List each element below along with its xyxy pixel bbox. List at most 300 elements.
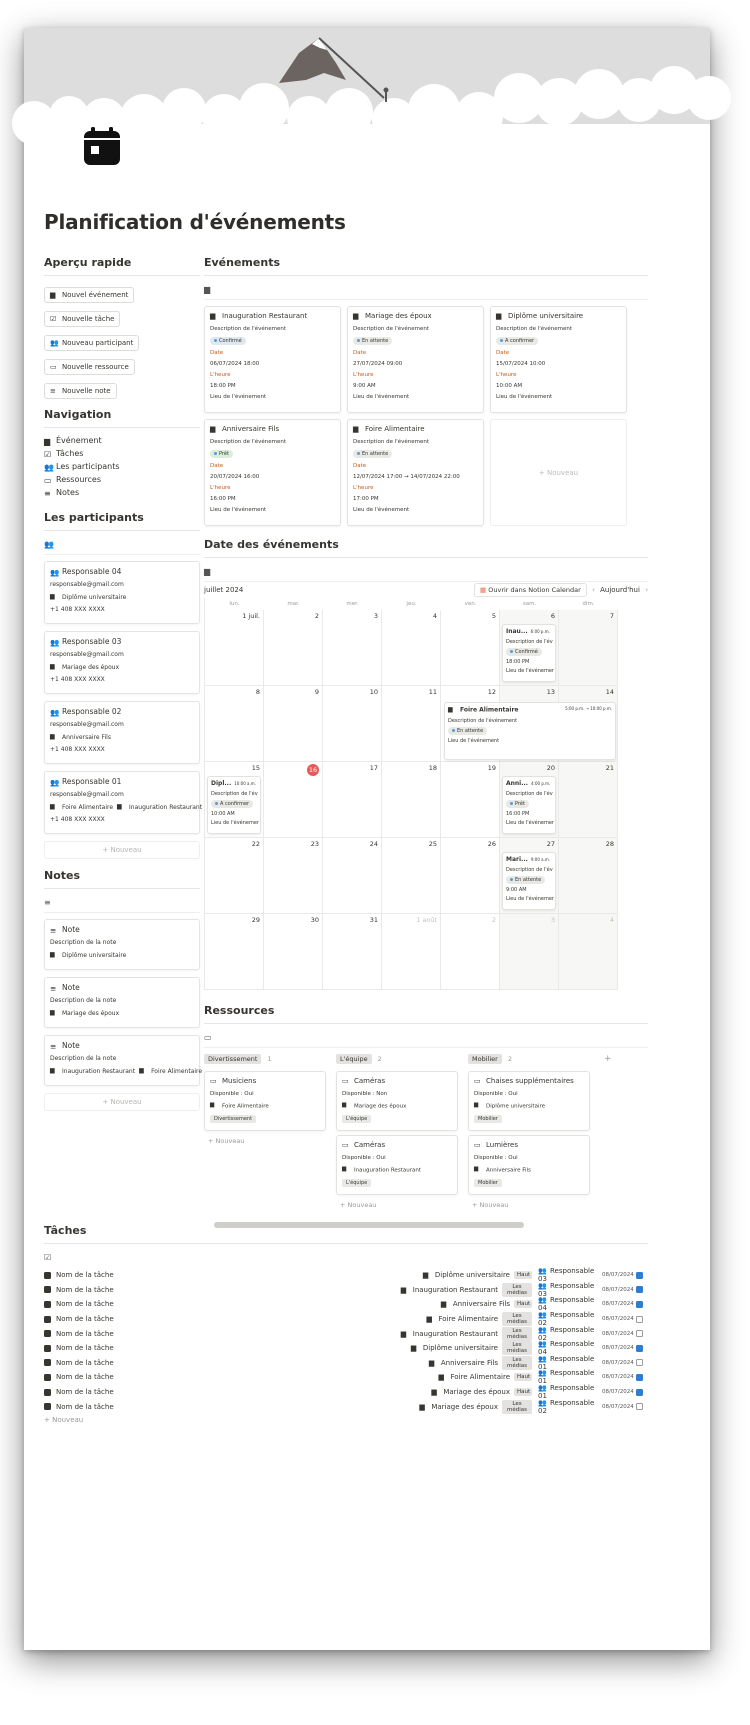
participant-card[interactable] [44,561,200,624]
note-description: Description de la note [50,939,117,946]
calendar-icon: ▆ [342,1166,347,1172]
task-event-link[interactable]: Anniversaire Fils [440,1358,498,1367]
event-date: 20/07/2024 16:00 [210,474,260,480]
weekday-label: ven. [464,601,477,607]
calendar-day[interactable] [323,914,382,990]
today-button[interactable]: Aujourd'hui [600,586,640,594]
cover-illustration [24,28,710,148]
resource-card[interactable] [468,1135,590,1195]
done-checkbox[interactable] [636,1345,643,1352]
task-row[interactable] [44,1385,648,1400]
participant-card[interactable] [44,701,200,764]
task-name [44,1271,423,1279]
note-title [50,983,194,992]
checkbox-icon: ☑ [44,1253,52,1262]
calendar-day[interactable] [559,610,618,686]
resource-tag-row [342,1115,452,1123]
participant-events [50,663,194,671]
status-badge [506,648,542,656]
checkbox-icon [44,1316,51,1323]
calendar-event[interactable] [502,776,556,834]
status-badge [211,800,253,808]
people-icon: 👥 [50,339,59,347]
resource-card[interactable] [468,1071,590,1131]
day-number: 29 [251,916,260,924]
group-count: 2 [377,1055,382,1063]
calendar-day[interactable] [264,610,323,686]
new-note-row[interactable]: + Nouveau [44,1093,200,1111]
participant-event-link[interactable]: Diplôme universitaire [62,593,127,601]
done-checkbox[interactable] [636,1286,643,1293]
resource-event [474,1166,584,1174]
calendar-day[interactable] [382,914,441,990]
hour-label: L'heure [496,372,517,378]
done-checkbox[interactable] [636,1272,643,1279]
task-event-link[interactable]: Mariage des époux [431,1402,498,1411]
resource-event-link[interactable]: Diplôme universitaire [486,1103,546,1110]
group-count: 2 [507,1055,512,1063]
task-name-text: Nom de la tâche [56,1329,114,1338]
day-number: 27 [546,840,555,848]
done-checkbox[interactable] [636,1389,643,1396]
event-title [210,425,335,433]
calendar-event-title [211,780,257,787]
resource-availability: Disponible : Oui [474,1091,518,1097]
date-label: Date [210,350,224,356]
next-month-icon[interactable]: › [645,586,648,594]
day-number: 13 [546,688,555,696]
task-responsible-link[interactable]: Responsable 02 [538,1398,595,1415]
calendar-day[interactable] [382,762,441,838]
calendar-event-multiday[interactable] [444,702,616,760]
resource-event-link[interactable]: Inauguration Restaurant [354,1167,421,1174]
priority-tag: Les médias [502,1356,532,1370]
calendar-event-place: Lieu de l'événemer [506,896,554,902]
done-checkbox[interactable] [636,1403,643,1410]
calendar-event-hour: 10:00 AM [211,811,235,817]
note-title-text: Note [62,983,80,992]
calendar-event-name: Foire Alimentaire [460,706,519,714]
people-icon: 👥 [538,1296,547,1305]
calendar-day[interactable] [559,914,618,990]
resource-tag: L'équipe [342,1115,371,1123]
resource-event-link[interactable]: Mariage des époux [354,1103,407,1110]
calendar-icon: ▆ [410,1344,417,1353]
task-responsible-link[interactable]: Responsable 03 [538,1267,595,1284]
participant-name [50,707,194,716]
calendar-icon: ▆ [50,803,55,810]
note-event-link[interactable]: Mariage des époux [62,1009,120,1017]
weekday-label: lun. [229,601,240,607]
calendar-icon: ▆ [210,425,216,433]
event-title [353,312,478,320]
today-marker: 16 [308,766,318,774]
resource-event-link[interactable]: Foire Alimentaire [222,1103,269,1110]
calendar-day[interactable] [559,838,618,914]
status-badge [210,450,233,458]
event-card[interactable] [347,306,484,413]
resource-event [210,1102,320,1110]
calendar-icon: ▆ [428,1358,435,1367]
task-responsible-link[interactable]: Responsable 02 [538,1325,595,1342]
done-checkbox[interactable] [636,1359,643,1366]
task-event-link[interactable]: Foire Alimentaire [450,1373,510,1382]
calendar-icon[interactable] [80,125,124,169]
priority-tag: Les médias [502,1400,532,1414]
calendar-event-time: 6:00 p.m. [530,629,550,634]
participant-email: responsable@gmail.com [50,581,124,588]
prev-month-icon[interactable]: ‹ [592,586,595,594]
participant-email: responsable@gmail.com [50,651,124,658]
note-icon: ≡ [50,984,57,993]
resource-group-header [204,1054,326,1066]
event-description: Description de l'événement [496,326,573,332]
open-notion-calendar-button[interactable]: ▦ Ouvrir dans Notion Calendar [474,583,587,597]
participant-events [50,803,203,811]
task-responsible [538,1282,598,1298]
resource-event-link[interactable]: Anniversaire Fils [486,1167,531,1174]
calendar-event-status [448,727,612,735]
new-resource-row[interactable]: + Nouveau [472,1201,509,1209]
participant-phone: +1 408 XXX XXXX [50,746,105,753]
calendar-icon: ▆ [474,1166,479,1172]
priority-tag: Haut [514,1271,532,1279]
day-number: 5 [491,612,496,620]
day-number: 19 [487,764,496,772]
event-card[interactable] [204,419,341,526]
day-number: 6 [550,612,555,620]
note-title-text: Note [62,1041,80,1050]
task-event-link[interactable]: Foire Alimentaire [438,1315,498,1324]
task-row[interactable] [44,1341,648,1356]
calendar-day[interactable] [500,838,559,914]
new-note-button[interactable]: ≡ Nouvelle note [44,383,117,399]
task-responsible [538,1384,598,1400]
calendar-day[interactable] [500,610,559,686]
task-row[interactable] [44,1312,648,1327]
calendar-day[interactable] [205,838,264,914]
task-name-text: Nom de la tâche [56,1271,114,1280]
calendar-heading: Date des événements [204,538,648,558]
priority-tag: Haut [514,1373,532,1381]
resource-title [342,1141,452,1149]
note-icon: ≡ [50,387,56,395]
add-group-icon[interactable]: + [604,1054,612,1064]
participant-event-link[interactable]: Anniversaire Fils [62,733,111,741]
calendar-icon: ▆ [474,1102,479,1108]
camera-icon: ▭ [474,1077,481,1085]
new-participant-button[interactable]: 👥 Nouveau participant [44,335,139,351]
task-event-link[interactable]: Inauguration Restaurant [412,1285,498,1294]
task-event-link[interactable]: Inauguration Restaurant [412,1329,498,1338]
note-icon: ≡ [50,1042,57,1051]
nav-item-taches[interactable]: ☑ Tâches [44,449,84,459]
day-number: 26 [487,840,496,848]
calendar-event-place: Lieu de l'événement [448,738,500,744]
resource-availability: Disponible : Oui [342,1155,386,1161]
task-row[interactable] [44,1399,648,1414]
calendar-icon: ▆ [50,291,56,299]
participant-event-link[interactable]: Foire Alimentaire [62,803,114,811]
participants-heading: Les participants [44,511,200,531]
task-responsible-link[interactable]: Responsable 01 [538,1369,595,1386]
calendar-month: juillet 2024 [204,586,244,594]
task-event [429,1359,498,1367]
calendar-event[interactable] [502,852,556,910]
people-icon: 👥 [538,1398,547,1407]
task-row[interactable] [44,1370,648,1385]
people-icon: 👥 [50,778,60,787]
event-hour: 17:00 PM [353,496,379,502]
task-row[interactable] [44,1297,648,1312]
participant-name [50,777,194,786]
task-date: 08/07/2024 [602,1403,634,1410]
new-resource-button[interactable]: ▭ Nouvelle ressource [44,359,135,375]
weekday-label: mar. [287,601,300,607]
calendar-day[interactable] [441,838,500,914]
people-icon: 👥 [538,1369,547,1378]
calendar-day[interactable] [559,762,618,838]
calendar-day[interactable] [323,762,382,838]
resource-group [468,1054,590,1211]
event-status-row [353,450,478,458]
note-events [50,951,194,959]
task-responsible-link[interactable]: Responsable 01 [538,1384,595,1401]
task-name [44,1344,411,1352]
task-responsible-link[interactable]: Responsable 03 [538,1281,595,1298]
task-event [401,1330,498,1338]
note-title [50,1041,194,1050]
day-number: 4 [432,612,437,620]
event-card[interactable] [347,419,484,526]
camera-icon: ▭ [342,1077,349,1085]
calendar-day[interactable] [205,762,264,838]
note-event-link[interactable]: Diplôme universitaire [62,951,127,959]
task-responsible-link[interactable]: Responsable 04 [538,1296,595,1313]
priority-tag: Haut [514,1388,532,1396]
group-tag: Divertissement [204,1054,261,1064]
resource-tag-row [210,1115,320,1123]
note-event-link[interactable]: Foire Alimentaire [151,1067,203,1075]
note-card[interactable] [44,977,200,1028]
event-card[interactable] [204,306,341,413]
event-title-text: Inauguration Restaurant [222,312,308,320]
calendar-day[interactable] [264,686,323,762]
event-hour: 9:00 AM [353,383,376,389]
event-date: 27/07/2024 09:00 [353,361,403,367]
task-event [426,1315,498,1323]
calendar-event[interactable] [502,624,556,682]
status-dot [215,802,218,805]
event-description: Description de l'événement [210,439,287,445]
task-name-text: Nom de la tâche [56,1358,114,1367]
camera-icon: ▭ [474,1141,481,1149]
new-event-card[interactable]: + Nouveau [490,419,627,526]
calendar-event-title [448,706,612,714]
note-card[interactable] [44,919,200,970]
hour-label: L'heure [210,485,231,491]
calendar-day[interactable] [264,838,323,914]
participant-phone: +1 408 XXX XXXX [50,676,105,683]
done-checkbox[interactable] [636,1316,643,1323]
participant-event-link[interactable]: Inauguration Restaurant [129,803,203,811]
resource-board [204,1054,648,1211]
note-icon: ≡ [44,488,51,498]
priority-tag: Les médias [502,1327,532,1341]
calendar-day[interactable] [264,914,323,990]
calendar-event-name: Inau... [506,628,528,635]
calendar-icon: ▆ [50,1067,55,1074]
done-checkbox[interactable] [636,1330,643,1337]
calendar-day[interactable] [323,838,382,914]
calendar-day[interactable] [323,610,382,686]
notion-page [24,28,710,1650]
event-title [353,425,478,433]
task-event-link[interactable]: Diplôme universitaire [422,1344,498,1353]
task-name [44,1286,401,1294]
status-dot [214,452,217,455]
event-place: Lieu de l'événement [353,394,410,400]
calendar-day[interactable] [382,838,441,914]
resource-event [342,1102,452,1110]
day-number: 24 [369,840,378,848]
task-date: 08/07/2024 [602,1316,634,1323]
task-row[interactable] [44,1268,648,1283]
event-description: Description de l'événement [353,439,430,445]
new-resource-row[interactable]: + Nouveau [340,1201,377,1209]
resource-card[interactable] [204,1071,326,1131]
calendar-event-name: Anni... [506,780,529,787]
resource-card[interactable] [336,1135,458,1195]
calendar-day[interactable] [205,914,264,990]
event-hour: 16:00 PM [210,496,236,502]
calendar-day[interactable] [205,686,264,762]
note-card[interactable] [44,1035,203,1086]
task-responsible-link[interactable]: Responsable 01 [538,1354,595,1371]
task-event-link[interactable]: Mariage des époux [443,1388,510,1397]
task-row[interactable] [44,1283,648,1298]
task-row[interactable] [44,1326,648,1341]
new-participant-row[interactable]: + Nouveau [44,841,200,859]
new-resource-row[interactable]: + Nouveau [208,1137,245,1145]
event-date: 15/07/2024 10:00 [496,361,546,367]
event-gallery [204,306,648,526]
participant-email: responsable@gmail.com [50,721,124,728]
people-icon: 👥 [538,1340,547,1349]
task-date: 08/07/2024 [602,1374,634,1381]
calendar-icon: ▆ [448,706,453,713]
calendar-event-time: 9:00 a.m. [530,857,551,862]
event-card[interactable] [490,306,627,413]
task-responsible [538,1369,598,1385]
resource-tag-row [342,1179,452,1187]
task-date: 08/07/2024 [602,1330,634,1337]
people-icon: 👥 [538,1281,547,1290]
calendar-day[interactable] [382,610,441,686]
checkbox-icon [44,1374,51,1381]
calendar-week [205,838,618,914]
calendar-day[interactable] [205,610,264,686]
resource-title [342,1077,452,1085]
people-icon: 👥 [538,1267,547,1276]
left-column [44,256,203,1121]
calendar-day[interactable] [500,762,559,838]
date-label: Date [353,463,367,469]
participant-email: responsable@gmail.com [50,791,124,798]
calendar-icon: ▆ [139,1067,144,1074]
camera-icon: ▭ [44,475,52,485]
status-text: En attente [362,451,389,457]
calendar-day[interactable] [382,686,441,762]
event-place: Lieu de l'événement [210,394,267,400]
day-number: 3 [373,612,378,620]
task-event-link[interactable]: Anniversaire Fils [452,1300,510,1309]
camera-icon: ▭ [342,1141,349,1149]
people-icon: 👥 [538,1384,547,1393]
date-label: Date [496,350,510,356]
done-checkbox[interactable] [636,1301,643,1308]
calendar-day[interactable] [264,762,323,838]
resource-card[interactable] [336,1071,458,1131]
nav-item-ressources[interactable]: ▭ Ressources [44,475,102,485]
event-status-row [210,450,335,458]
status-badge [353,450,392,458]
new-task-button[interactable]: ☑ Nouvelle tâche [44,311,120,327]
note-event-link[interactable]: Inauguration Restaurant [62,1067,136,1075]
calendar-day[interactable] [323,686,382,762]
status-text: Confirmé [515,649,538,655]
participant-event-link[interactable]: Mariage des époux [62,663,120,671]
task-row[interactable] [44,1356,648,1371]
task-name-text: Nom de la tâche [56,1388,114,1397]
participant-events [50,733,194,741]
event-title-text: Diplôme universitaire [508,312,584,320]
nav-item-evenement[interactable]: ▆ Événement [44,436,102,446]
participant-card[interactable] [44,771,203,834]
checkbox-icon [44,1389,51,1396]
calendar-day[interactable] [441,610,500,686]
nav-item-participants[interactable]: 👥 Les participants [44,462,120,472]
day-number: 4 [609,916,614,924]
task-event-link[interactable]: Diplôme universitaire [434,1271,510,1280]
status-text: A confirmer [505,338,535,344]
participant-card[interactable] [44,631,200,694]
calendar-day[interactable] [500,914,559,990]
resource-tag: Mobilier [474,1115,502,1123]
participant-events [50,593,194,601]
navigation-heading: Navigation [44,408,200,428]
resource-group-header [468,1054,590,1066]
status-dot [452,729,455,732]
calendar-day[interactable] [441,762,500,838]
calendar-icon: ▆ [400,1285,407,1294]
new-task-row[interactable]: + Nouveau [44,1415,84,1424]
nav-item-notes[interactable]: ≡ Notes [44,488,80,498]
calendar-day[interactable] [441,914,500,990]
done-checkbox[interactable] [636,1374,643,1381]
checkbox-icon [44,1301,51,1308]
task-responsible-link[interactable]: Responsable 04 [538,1340,595,1357]
page-title: Planification d'événements [44,210,346,234]
checkbox-icon [44,1330,51,1337]
task-responsible [538,1326,598,1342]
page-cover[interactable] [24,28,710,148]
people-icon: 👥 [538,1354,547,1363]
calendar-event[interactable] [207,776,261,834]
task-responsible-link[interactable]: Responsable 02 [538,1311,595,1328]
calendar-icon: ▆ [50,951,55,958]
new-event-button[interactable]: ▆ Nouvel événement [44,287,134,303]
